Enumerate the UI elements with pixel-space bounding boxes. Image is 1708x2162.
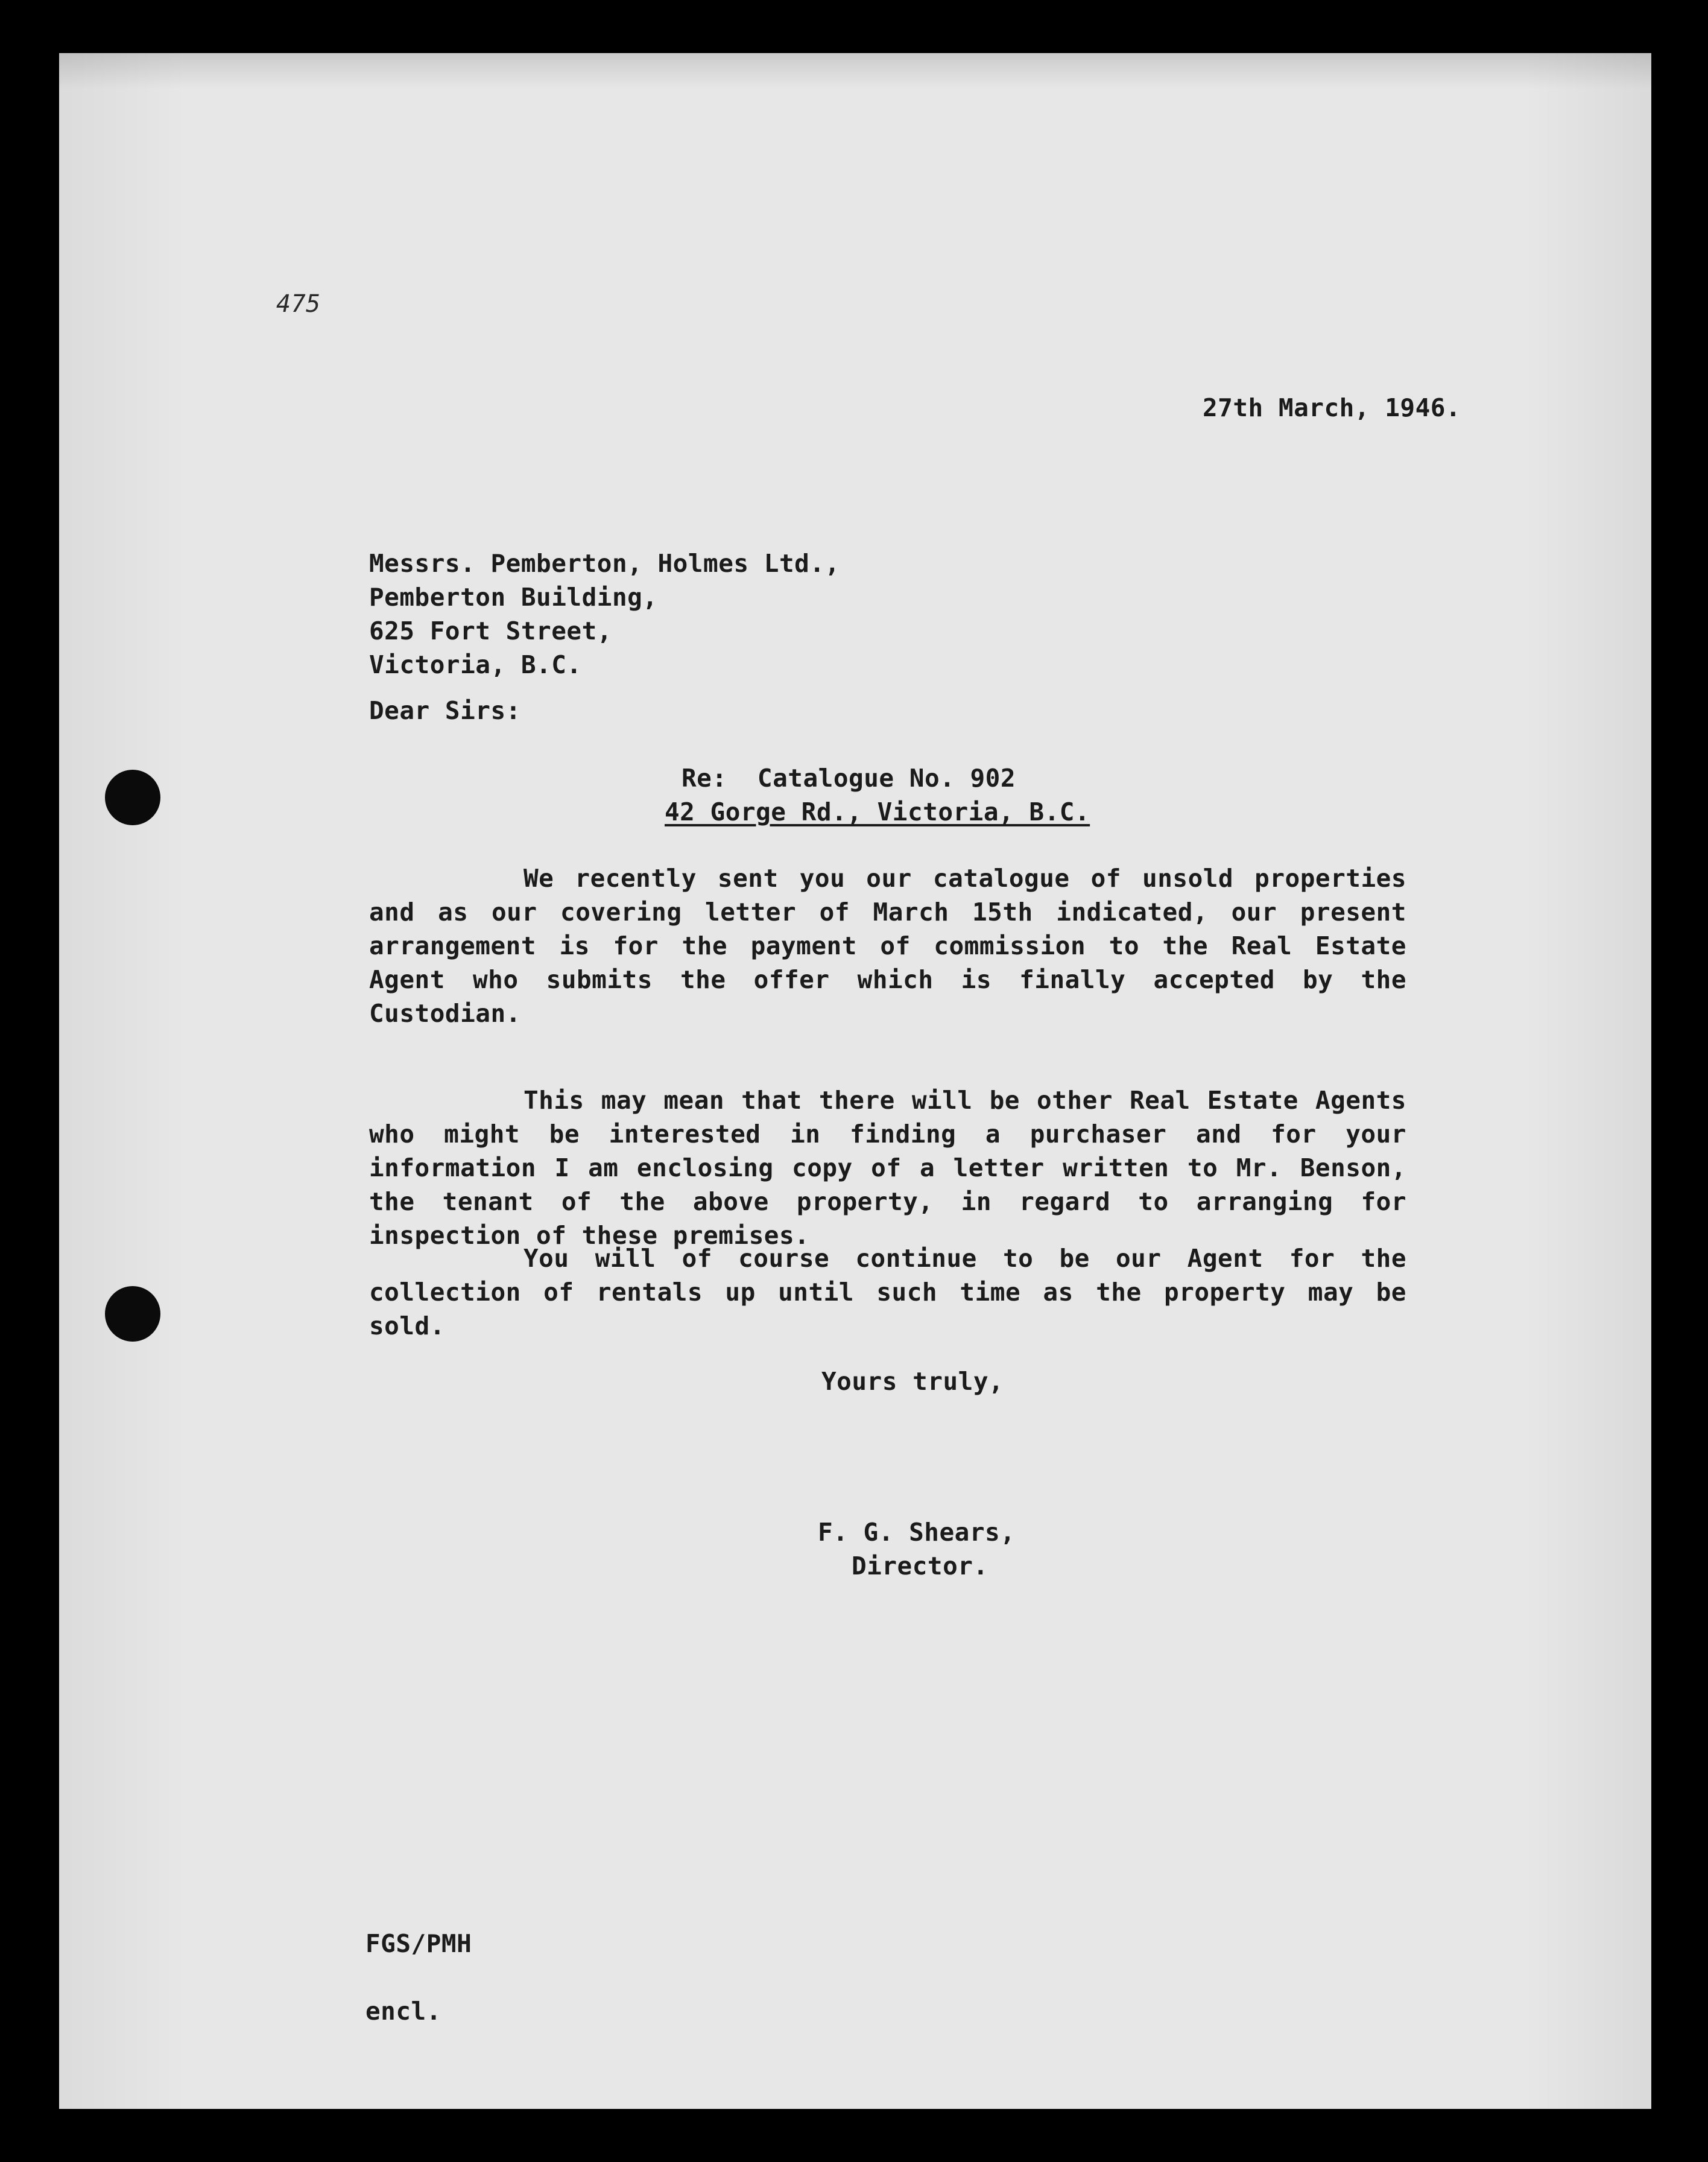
recipient-address [369,547,840,682]
letter-date: 27th March, 1946. [1203,393,1461,422]
enclosure-note: encl. [365,1997,441,2026]
letter-page [59,53,1651,2109]
address-line: 625 Fort Street, [369,617,612,645]
address-line: Messrs. Pemberton, Holmes Ltd., [369,549,840,578]
punch-hole [105,770,160,825]
reference-line: Re: Catalogue No. 902 [682,764,1016,793]
address-line: Pemberton Building, [369,583,658,612]
body-paragraph: You will of course continue to be our Agent for the collection of rentals up until such time as the property may be sold. [369,1244,1406,1340]
address-line: Victoria, B.C. [369,650,582,679]
file-number: 475 [276,290,321,318]
salutation: Dear Sirs: [369,696,521,725]
reference-initials: FGS/PMH [365,1929,472,1958]
body-paragraph: We recently sent you our catalogue of unsold properties and as our covering letter of March 15th indicated, our present arrangement is for the payment of commission to the Real Estate Agent who submits the offer which is finally accepted by the Custodian. [369,864,1406,1028]
signer-name: F. G. Shears, [818,1518,1016,1547]
signer-title: Director. [852,1552,988,1580]
punch-hole [105,1286,160,1342]
body-paragraph: This may mean that there will be other Real Estate Agents who might be interested in finding a purchaser and for your information I am enclosing copy of a letter written to Mr. Benson, the tenant of the above property, in regard to arranging for inspection of these premises. [369,1086,1406,1250]
reference-address: 42 Gorge Rd., Victoria, B.C. [665,797,1090,826]
closing: Yours truly, [821,1367,1004,1396]
